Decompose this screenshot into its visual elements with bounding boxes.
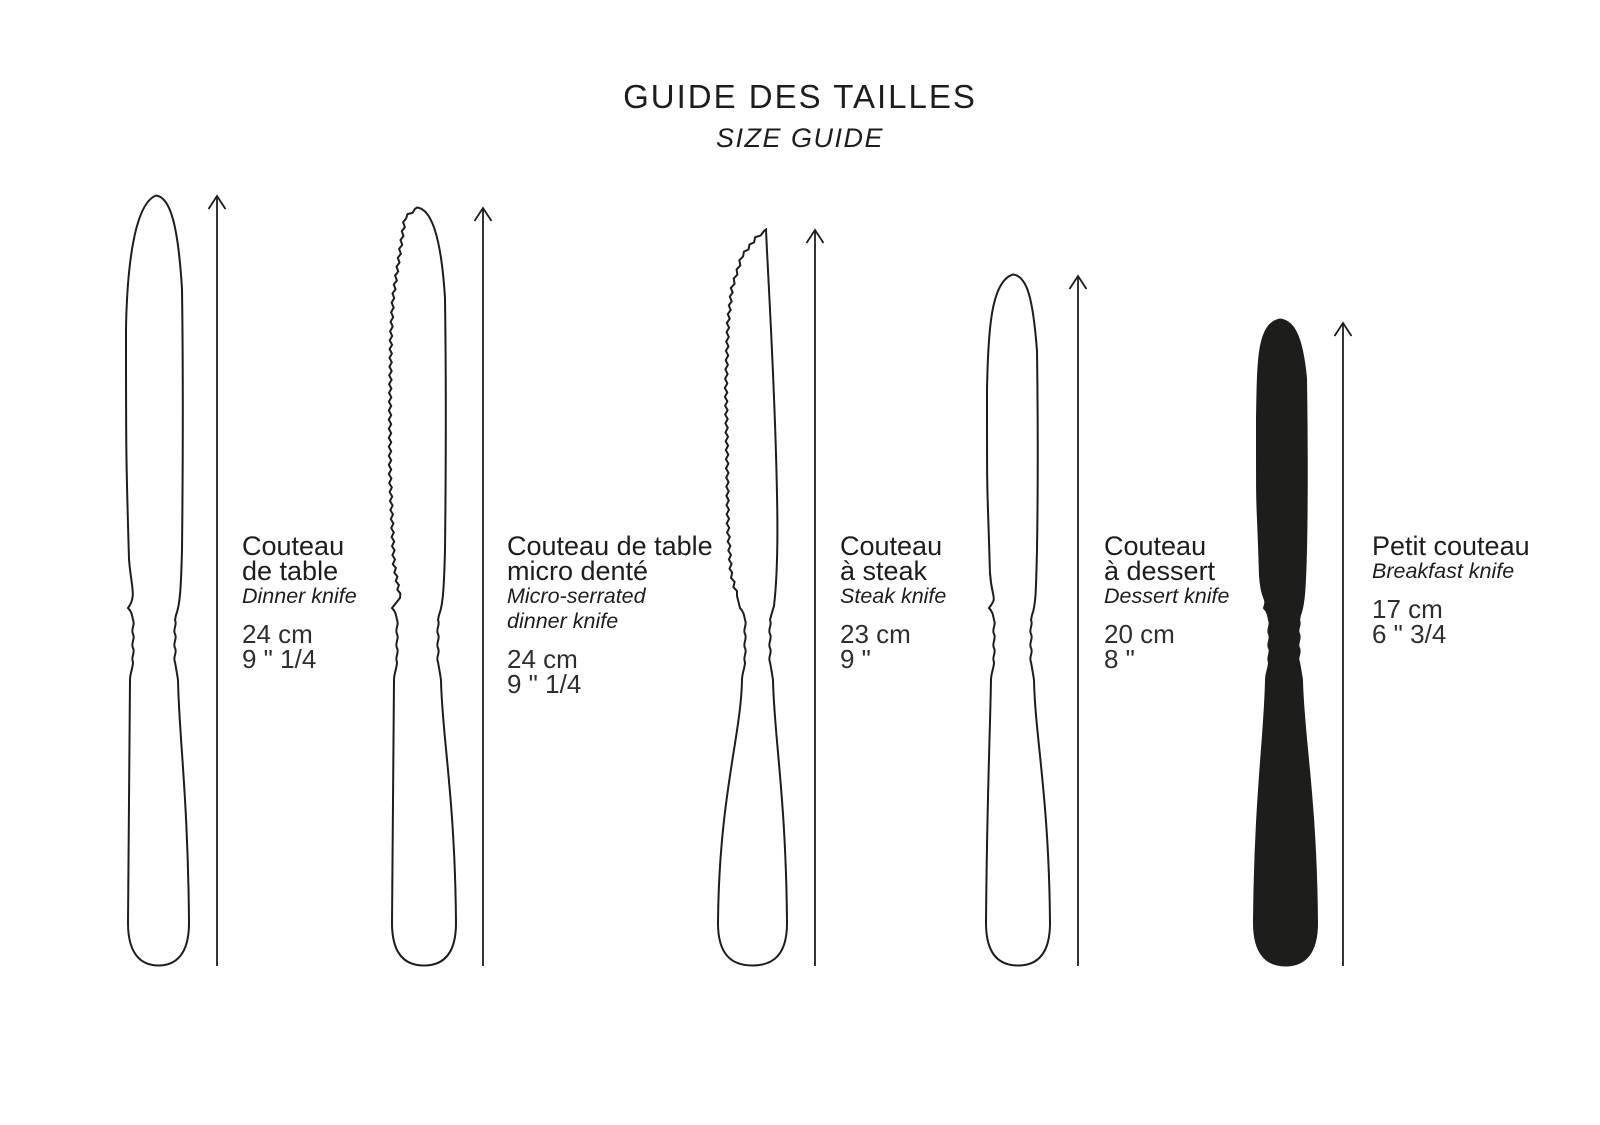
label-breakfast-knife bbox=[1372, 531, 1530, 649]
size-inches: 8 " bbox=[1104, 644, 1135, 674]
size-cm: 17 cm bbox=[1372, 594, 1443, 624]
size-cm: 24 cm bbox=[242, 619, 313, 649]
knife-name-en: Steak knife bbox=[840, 584, 947, 608]
label-dinner-knife bbox=[242, 531, 357, 674]
label-dessert-knife bbox=[1104, 531, 1230, 674]
height-arrow-icon bbox=[1331, 321, 1355, 967]
dinner-knife-icon bbox=[118, 194, 198, 970]
knife-name-en: Dessert knife bbox=[1104, 584, 1230, 608]
knife-name-en: Dinner knife bbox=[242, 584, 357, 608]
size-inches: 9 " 1/4 bbox=[242, 644, 317, 674]
steak-knife-icon bbox=[712, 228, 792, 970]
page-title: GUIDE DES TAILLES bbox=[623, 78, 977, 115]
knife-sizes bbox=[1372, 594, 1530, 649]
height-arrow-icon bbox=[471, 206, 495, 967]
size-cm: 23 cm bbox=[840, 619, 911, 649]
page-subtitle: SIZE GUIDE bbox=[715, 123, 885, 153]
size-cm: 24 cm bbox=[507, 644, 578, 674]
header bbox=[0, 78, 1600, 154]
knife-sizes bbox=[507, 644, 713, 699]
size-inches: 9 " bbox=[840, 644, 871, 674]
size-cm: 20 cm bbox=[1104, 619, 1175, 649]
knife-name-fr: Couteau de table micro denté bbox=[507, 531, 713, 586]
size-inches: 9 " 1/4 bbox=[507, 669, 582, 699]
knife-name-fr: Petit couteau bbox=[1372, 531, 1530, 561]
knife-name-fr: Couteau à dessert bbox=[1104, 531, 1216, 586]
knife-sizes bbox=[840, 619, 946, 674]
knife-sizes bbox=[242, 619, 357, 674]
breakfast-knife-icon bbox=[1250, 318, 1330, 970]
knife-name-fr: Couteau de table bbox=[242, 531, 345, 586]
dessert-knife-icon bbox=[980, 273, 1060, 970]
knife-name-en: Micro-serrated dinner knife bbox=[507, 584, 646, 633]
label-steak-knife bbox=[840, 531, 947, 674]
height-arrow-icon bbox=[803, 228, 827, 967]
knife-sizes bbox=[1104, 619, 1229, 674]
size-inches: 6 " 3/4 bbox=[1372, 619, 1447, 649]
knife-name-en: Breakfast knife bbox=[1372, 559, 1515, 583]
knife-name-fr: Couteau à steak bbox=[840, 531, 943, 586]
micro-serrated-dinner-knife-icon bbox=[384, 206, 464, 970]
height-arrow-icon bbox=[205, 194, 229, 967]
height-arrow-icon bbox=[1066, 274, 1090, 967]
label-micro-serrated-dinner-knife bbox=[507, 531, 713, 699]
